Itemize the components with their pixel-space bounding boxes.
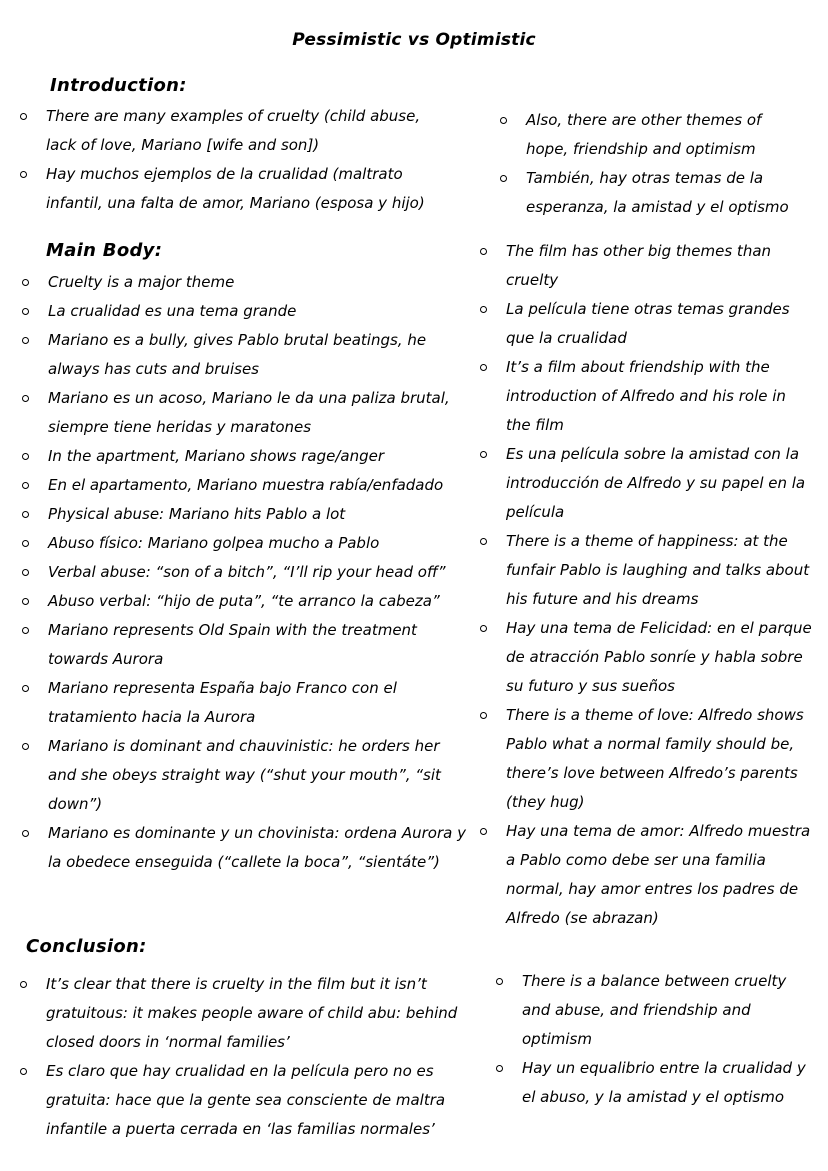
list-item: Es una película sobre la amistad con la introducción de Alfredo y su papel en la película (480, 440, 812, 527)
bullet-icon (22, 395, 29, 402)
bullet-icon (480, 828, 487, 835)
list-item: En el apartamento, Mariano muestra rabía/enfadado (22, 471, 470, 500)
list-item: Mariano es un acoso, Mariano le da una paliza brutal, siempre tiene heridas y maratones (22, 384, 470, 442)
bullet-icon (480, 625, 487, 632)
bullet-icon (22, 569, 29, 576)
list-item: Abuso verbal: “hijo de puta”, “te arranco la cabeza” (22, 587, 470, 616)
bullet-icon (480, 451, 487, 458)
bullet-icon (20, 981, 27, 988)
bullet-icon (22, 540, 29, 547)
bullet-icon (22, 279, 29, 286)
list-item: Hay una tema de amor: Alfredo muestra a Pablo como debe ser una familia normal, hay amor entres los padres de Alfredo (se abrazan) (480, 817, 812, 933)
bullet-icon (22, 337, 29, 344)
list-item: It’s a film about friendship with the introduction of Alfredo and his role in the film (480, 353, 812, 440)
bullet-icon (22, 743, 29, 750)
bullet-icon (480, 538, 487, 545)
bullet-icon (500, 117, 507, 124)
conclusion-left-list (20, 970, 468, 1144)
list-item: There are many examples of cruelty (child abuse, lack of love, Mariano [wife and son]) (20, 102, 450, 160)
main-right-list (480, 237, 812, 933)
bullet-icon (22, 511, 29, 518)
bullet-icon (480, 364, 487, 371)
list-item: The film has other big themes than cruelty (480, 237, 812, 295)
page-title: Pessimistic vs Optimistic (292, 30, 536, 50)
bullet-icon (22, 627, 29, 634)
list-item: Abuso físico: Mariano golpea mucho a Pablo (22, 529, 470, 558)
intro-left-list (20, 102, 450, 218)
conclusion-heading: Conclusion: (26, 936, 147, 957)
bullet-icon (22, 685, 29, 692)
list-item: Mariano is dominant and chauvinistic: he orders her and she obeys straight way (“shut your mouth”, “sit down”) (22, 732, 470, 819)
conclusion-right-list (496, 967, 812, 1112)
list-item: Cruelty is a major theme (22, 268, 470, 297)
list-item: Mariano es a bully, gives Pablo brutal beatings, he always has cuts and bruises (22, 326, 470, 384)
list-item: Mariano represents Old Spain with the treatment towards Aurora (22, 616, 470, 674)
bullet-icon (480, 248, 487, 255)
list-item: Verbal abuse: “son of a bitch”, “I’ll rip your head off” (22, 558, 470, 587)
main-left-list (22, 268, 470, 877)
list-item: Es claro que hay crualidad en la película pero no es gratuita: hace que la gente sea consciente de maltra infantile a puerta cerrada en ‘las familias normales’ (20, 1057, 468, 1144)
bullet-icon (22, 308, 29, 315)
bullet-icon (496, 978, 503, 985)
list-item: Mariano es dominante y un chovinista: ordena Aurora y la obedece enseguida (“callete la boca”, “sientáte”) (22, 819, 470, 877)
list-item: También, hay otras temas de la esperanza, la amistad y el optismo (500, 164, 800, 222)
list-item: Hay muchos ejemplos de la crualidad (maltrato infantil, una falta de amor, Mariano (esposa y hijo) (20, 160, 450, 218)
list-item: Physical abuse: Mariano hits Pablo a lot (22, 500, 470, 529)
list-item: Hay un equalibrio entre la crualidad y el abuso, y la amistad y el optismo (496, 1054, 812, 1112)
bullet-icon (22, 598, 29, 605)
main-body-heading: Main Body: (46, 240, 163, 261)
bullet-icon (480, 306, 487, 313)
bullet-icon (496, 1065, 503, 1072)
list-item: It’s clear that there is cruelty in the film but it isn’t gratuitous: it makes people aware of child abu: behind closed doors in ‘normal families’ (20, 970, 468, 1057)
list-item: In the apartment, Mariano shows rage/anger (22, 442, 470, 471)
intro-heading: Introduction: (50, 75, 187, 96)
bullet-icon (20, 113, 27, 120)
bullet-icon (20, 171, 27, 178)
list-item: There is a balance between cruelty and abuse, and friendship and optimism (496, 967, 812, 1054)
bullet-icon (22, 453, 29, 460)
bullet-icon (22, 830, 29, 837)
list-item: La crualidad es una tema grande (22, 297, 470, 326)
list-item: Hay una tema de Felicidad: en el parque de atracción Pablo sonríe y habla sobre su futuro y sus sueños (480, 614, 812, 701)
list-item: La película tiene otras temas grandes que la crualidad (480, 295, 812, 353)
bullet-icon (480, 712, 487, 719)
list-item: Mariano representa España bajo Franco con el tratamiento hacia la Aurora (22, 674, 470, 732)
list-item: Also, there are other themes of hope, friendship and optimism (500, 106, 800, 164)
bullet-icon (22, 482, 29, 489)
intro-right-list (500, 106, 800, 222)
list-item: There is a theme of love: Alfredo shows Pablo what a normal family should be, there’s love between Alfredo’s parents (they hug) (480, 701, 812, 817)
bullet-icon (500, 175, 507, 182)
bullet-icon (20, 1068, 27, 1075)
list-item: There is a theme of happiness: at the funfair Pablo is laughing and talks about his future and his dreams (480, 527, 812, 614)
